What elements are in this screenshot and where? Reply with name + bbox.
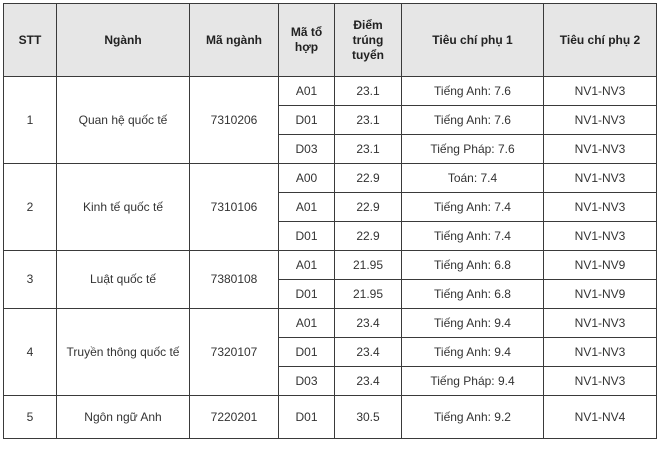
criterion-1-cell: Tiếng Anh: 7.6	[402, 106, 544, 135]
table-row	[4, 164, 657, 193]
score-cell: 22.9	[335, 222, 402, 251]
combo-cell: D01	[279, 280, 335, 309]
stt-cell: 1	[4, 77, 57, 164]
combo-cell: D01	[279, 338, 335, 367]
criterion-2-cell: NV1-NV3	[544, 106, 657, 135]
table-row	[4, 251, 657, 280]
criterion-2-cell: NV1-NV3	[544, 77, 657, 106]
criterion-2-cell: NV1-NV9	[544, 251, 657, 280]
code-cell: 7320107	[190, 309, 279, 396]
score-cell: 22.9	[335, 164, 402, 193]
score-cell: 23.4	[335, 367, 402, 396]
criterion-2-cell: NV1-NV3	[544, 338, 657, 367]
criterion-2-cell: NV1-NV3	[544, 367, 657, 396]
criterion-2-cell: NV1-NV3	[544, 222, 657, 251]
score-cell: 21.95	[335, 280, 402, 309]
code-cell: 7380108	[190, 251, 279, 309]
major-cell: Truyền thông quốc tế	[57, 309, 190, 396]
score-cell: 30.5	[335, 396, 402, 439]
criterion-1-cell: Tiếng Anh: 9.4	[402, 338, 544, 367]
header-major: Ngành	[57, 4, 190, 77]
score-cell: 21.95	[335, 251, 402, 280]
criterion-2-cell: NV1-NV3	[544, 193, 657, 222]
table-row	[4, 309, 657, 338]
code-cell: 7310106	[190, 164, 279, 251]
combo-cell: D01	[279, 222, 335, 251]
criterion-2-cell: NV1-NV3	[544, 164, 657, 193]
criterion-1-cell: Tiếng Anh: 6.8	[402, 280, 544, 309]
stt-cell: 4	[4, 309, 57, 396]
score-cell: 23.1	[335, 77, 402, 106]
combo-cell: D03	[279, 135, 335, 164]
score-cell: 23.1	[335, 135, 402, 164]
combo-cell: D01	[279, 396, 335, 439]
major-cell: Luật quốc tế	[57, 251, 190, 309]
criterion-1-cell: Toán: 7.4	[402, 164, 544, 193]
stt-cell: 5	[4, 396, 57, 439]
major-cell: Kinh tế quốc tế	[57, 164, 190, 251]
header-row	[4, 4, 657, 77]
score-cell: 23.1	[335, 106, 402, 135]
table-row	[4, 77, 657, 106]
table-row	[4, 396, 657, 439]
criterion-2-cell: NV1-NV4	[544, 396, 657, 439]
combo-cell: A00	[279, 164, 335, 193]
criterion-1-cell: Tiếng Anh: 9.2	[402, 396, 544, 439]
criterion-2-cell: NV1-NV3	[544, 135, 657, 164]
combo-cell: A01	[279, 251, 335, 280]
score-cell: 23.4	[335, 338, 402, 367]
code-cell: 7310206	[190, 77, 279, 164]
header-score: Điểm trúng tuyển	[335, 4, 402, 77]
header-combo: Mã tổ hợp	[279, 4, 335, 77]
criterion-1-cell: Tiếng Anh: 7.6	[402, 77, 544, 106]
combo-cell: D01	[279, 106, 335, 135]
combo-cell: A01	[279, 309, 335, 338]
criterion-1-cell: Tiếng Anh: 6.8	[402, 251, 544, 280]
header-criterion-2: Tiêu chí phụ 2	[544, 4, 657, 77]
header-stt: STT	[4, 4, 57, 77]
stt-cell: 2	[4, 164, 57, 251]
criterion-1-cell: Tiếng Anh: 9.4	[402, 309, 544, 338]
combo-cell: D03	[279, 367, 335, 396]
code-cell: 7220201	[190, 396, 279, 439]
major-cell: Ngôn ngữ Anh	[57, 396, 190, 439]
major-cell: Quan hệ quốc tế	[57, 77, 190, 164]
table-header	[4, 4, 657, 77]
admissions-table	[3, 3, 657, 439]
stt-cell: 3	[4, 251, 57, 309]
score-cell: 23.4	[335, 309, 402, 338]
score-cell: 22.9	[335, 193, 402, 222]
header-code: Mã ngành	[190, 4, 279, 77]
combo-cell: A01	[279, 193, 335, 222]
criterion-1-cell: Tiếng Anh: 7.4	[402, 222, 544, 251]
combo-cell: A01	[279, 77, 335, 106]
criterion-2-cell: NV1-NV9	[544, 280, 657, 309]
header-criterion-1: Tiêu chí phụ 1	[402, 4, 544, 77]
table-body	[4, 77, 657, 439]
criterion-1-cell: Tiếng Pháp: 9.4	[402, 367, 544, 396]
criterion-2-cell: NV1-NV3	[544, 309, 657, 338]
criterion-1-cell: Tiếng Anh: 7.4	[402, 193, 544, 222]
criterion-1-cell: Tiếng Pháp: 7.6	[402, 135, 544, 164]
